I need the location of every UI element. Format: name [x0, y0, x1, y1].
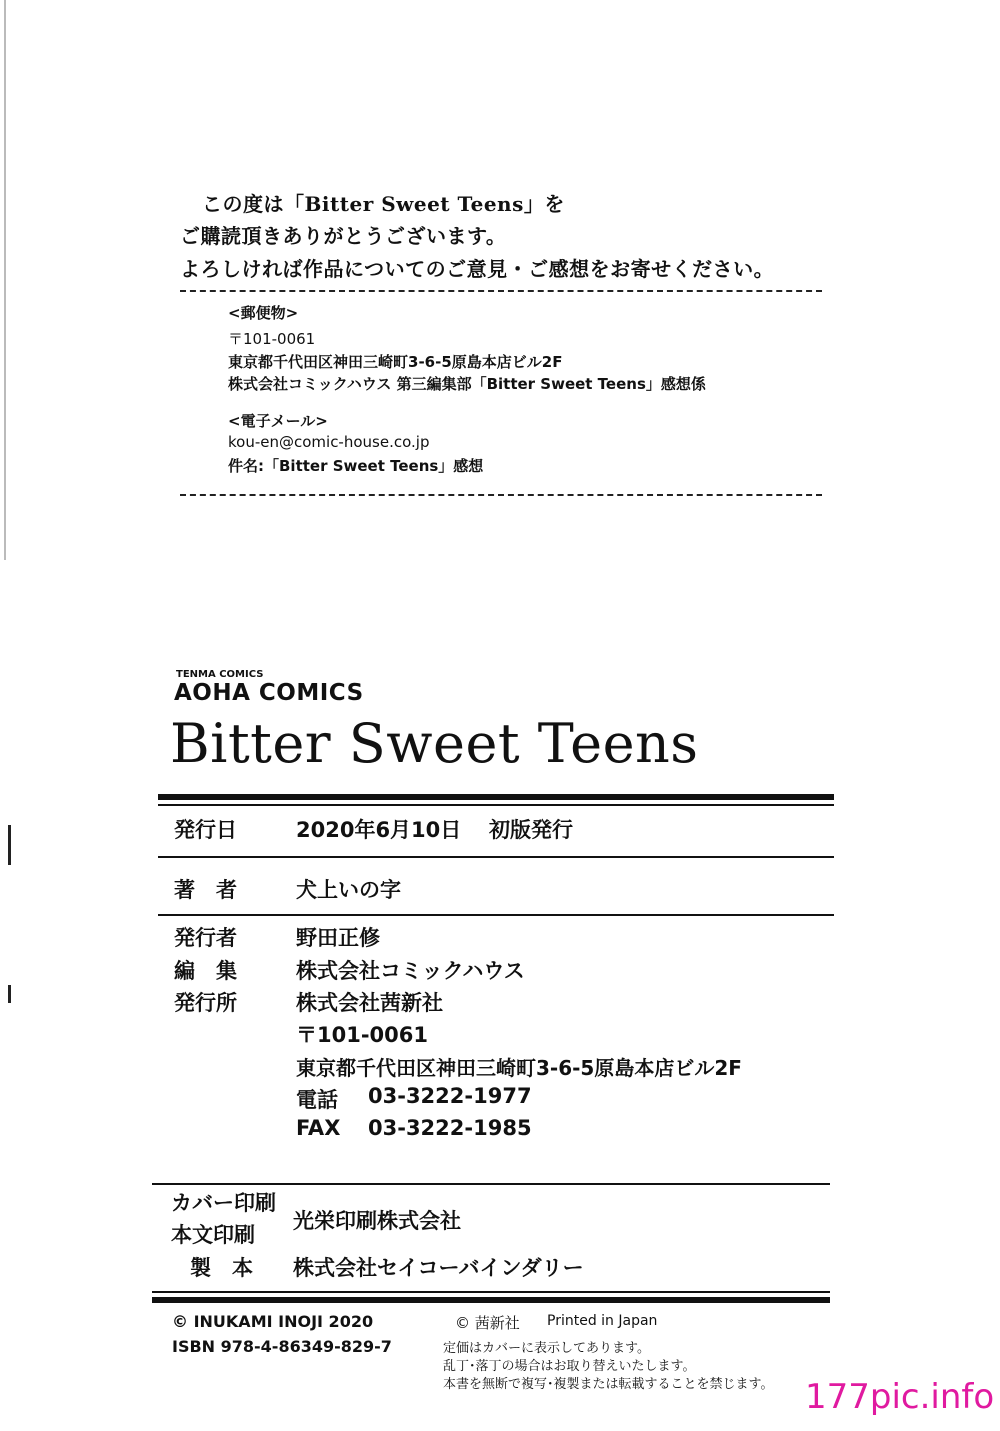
scan-edge-mark	[8, 985, 11, 1003]
date-value: 2020年6月10日	[296, 818, 462, 842]
author-label: 著 者	[174, 878, 237, 902]
editor-value: 株式会社コミックハウス	[296, 959, 525, 983]
publisher-person-label: 発行者	[174, 926, 237, 950]
row-divider	[152, 1183, 830, 1185]
cover-print-label: カバー印刷	[171, 1191, 276, 1215]
title-rule-thin	[158, 804, 834, 806]
editor-label: 編 集	[174, 959, 237, 983]
dashed-divider	[180, 494, 822, 496]
mail-address: 東京都千代田区神田三崎町3-6-5原島本店ビル2F	[228, 353, 563, 371]
mail-recipient: 株式会社コミックハウス 第三編集部「Bitter Sweet Teens」感想係	[228, 375, 706, 393]
binding-value: 株式会社セイコーバインダリー	[293, 1256, 584, 1280]
row-divider	[158, 856, 834, 858]
series-label: AOHA COMICS	[174, 680, 364, 706]
email-heading: <電子メール>	[228, 412, 328, 430]
intro-line-2: ご購読頂きありがとうございます。	[180, 224, 507, 248]
email-address: kou-en@comic-house.co.jp	[228, 433, 430, 451]
bottom-rule-thin	[152, 1291, 830, 1293]
intro-line-3: よろしければ作品についてのご意見・ご感想をお寄せください。	[180, 257, 775, 281]
publisher-value: 株式会社茜新社	[296, 991, 443, 1015]
copyright: © INUKAMI INOJI 2020	[172, 1312, 374, 1331]
mail-heading: <郵便物>	[228, 304, 299, 322]
publisher-zip: 〒101-0061	[296, 1023, 428, 1047]
imprint-label: TENMA COMICS	[176, 669, 264, 680]
note-price: 定価はカバーに表示してあります。	[443, 1341, 650, 1356]
note-defect: 乱丁･落丁の場合はお取り替えいたします。	[443, 1359, 696, 1374]
body-print-label: 本文印刷	[171, 1223, 255, 1247]
binding-label: 製 本	[190, 1256, 253, 1280]
isbn: ISBN 978-4-86349-829-7	[172, 1337, 392, 1356]
tel-label: 電話	[296, 1088, 338, 1112]
publisher-mark: © 茜新社	[455, 1314, 520, 1332]
fax-label: FAX	[296, 1116, 341, 1140]
printer-value: 光栄印刷株式会社	[293, 1209, 461, 1233]
intro-line-1: この度は「Bitter Sweet Teens」を	[202, 192, 565, 216]
publisher-address: 東京都千代田区神田三崎町3-6-5原島本店ビル2F	[296, 1056, 742, 1080]
book-title: Bitter Sweet Teens	[170, 712, 699, 775]
publisher-person-value: 野田正修	[296, 926, 380, 950]
bottom-rule-thick	[152, 1297, 830, 1303]
edition-value: 初版発行	[489, 818, 573, 842]
author-value: 犬上いの字	[296, 878, 401, 902]
printed-in: Printed in Japan	[547, 1313, 658, 1329]
publisher-label: 発行所	[174, 991, 237, 1015]
fax-value: 03-3222-1985	[368, 1116, 532, 1140]
scan-edge-mark	[4, 0, 6, 560]
mail-zip: 〒101-0061	[228, 330, 316, 348]
email-subject: 件名:「Bitter Sweet Teens」感想	[228, 457, 484, 475]
tel-value: 03-3222-1977	[368, 1084, 532, 1108]
title-rule-thick	[158, 794, 834, 800]
dashed-divider	[180, 290, 822, 292]
date-label: 発行日	[174, 818, 237, 842]
scan-edge-mark	[8, 825, 11, 865]
note-copy: 本書を無断で複写･複製または転載することを禁じます。	[443, 1377, 774, 1392]
site-watermark: 177pic.info	[805, 1377, 995, 1417]
row-divider	[158, 914, 834, 916]
